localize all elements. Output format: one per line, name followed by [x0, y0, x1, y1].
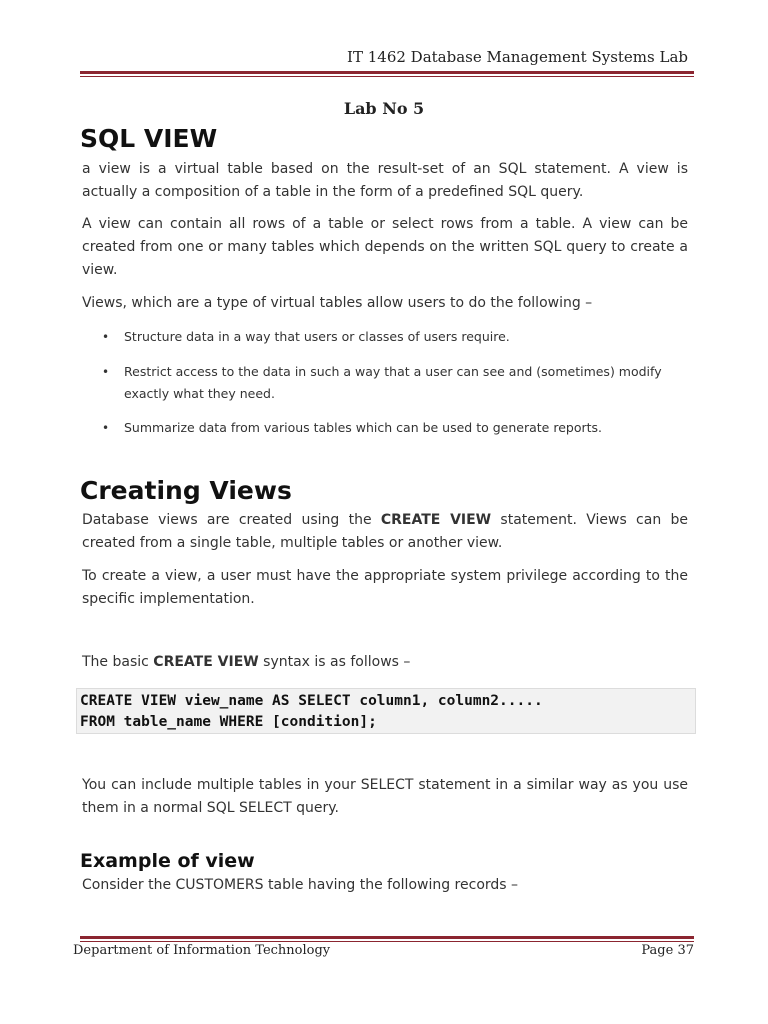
- text-fragment: statement. Views can be created from a single table, multiple tables or another view.: [82, 512, 689, 551]
- sql-view-para1: a view is a virtual table based on the result-set of an SQL statement. A view is actually a composition of a table in the form of a predefined SQL query.: [82, 161, 688, 200]
- creating-views-para3: You can include multiple tables in your SELECT statement in a similar way as you use them in a normal SQL SELECT query.: [82, 777, 688, 816]
- text-fragment: Database views are created using the: [82, 512, 381, 528]
- footer-rule: [80, 936, 694, 942]
- sql-view-para2-block: [80, 213, 688, 282]
- creating-views-para1: [80, 509, 688, 555]
- header-rule: [80, 71, 694, 77]
- example-para-block: [80, 874, 688, 897]
- creating-views-para1-block: [80, 509, 688, 555]
- example-section: [80, 850, 688, 872]
- code-line-1: CREATE VIEW view_name AS SELECT column1, column2.....: [80, 693, 543, 709]
- footer-department: Department of Information Technology: [73, 943, 331, 958]
- creating-views-heading: Creating Views: [80, 476, 292, 505]
- lab-number: Lab No 5: [343, 99, 425, 118]
- list-item: • Summarize data from various tables which can be used to generate reports.: [80, 417, 688, 439]
- bullet-list: [80, 326, 688, 439]
- creating-views-para3-block: [80, 774, 688, 820]
- list-item: • Restrict access to the data in such a way that a user can see and (sometimes) modify exactly what they need.: [80, 361, 688, 405]
- header-title: IT 1462 Database Management Systems Lab: [347, 48, 688, 66]
- sql-view-para1-block: [80, 158, 688, 204]
- sql-view-para3: Views, which are a type of virtual tables allow users to do the following –: [82, 295, 593, 311]
- footer-page-number: Page 37: [641, 943, 694, 958]
- keyword-create-view: CREATE VIEW: [380, 512, 492, 528]
- creating-views-para2-block: [80, 565, 688, 611]
- code-line-2: FROM table_name WHERE [condition];: [80, 714, 377, 730]
- example-heading: Example of view: [80, 850, 255, 872]
- creating-views-para2: To create a view, a user must have the appropriate system privilege according to the specific implementation.: [82, 568, 688, 607]
- example-para: Consider the CUSTOMERS table having the following records –: [82, 877, 519, 893]
- sql-view-section: [80, 124, 688, 153]
- list-item: • Structure data in a way that users or classes of users require.: [80, 326, 688, 348]
- sql-view-para3-block: [80, 292, 688, 315]
- creating-views-section: [80, 476, 688, 505]
- syntax-intro: [80, 651, 688, 674]
- text-fragment: syntax is as follows –: [258, 654, 411, 670]
- code-block: [76, 688, 696, 734]
- syntax-intro-block: [80, 651, 688, 674]
- text-fragment: The basic: [82, 654, 154, 670]
- sql-view-heading: SQL VIEW: [80, 124, 218, 153]
- keyword-create-view: CREATE VIEW: [153, 654, 259, 670]
- sql-view-para2: A view can contain all rows of a table or select rows from a table. A view can be created from one or many tables which depends on the written SQL query to create a view.: [82, 216, 688, 278]
